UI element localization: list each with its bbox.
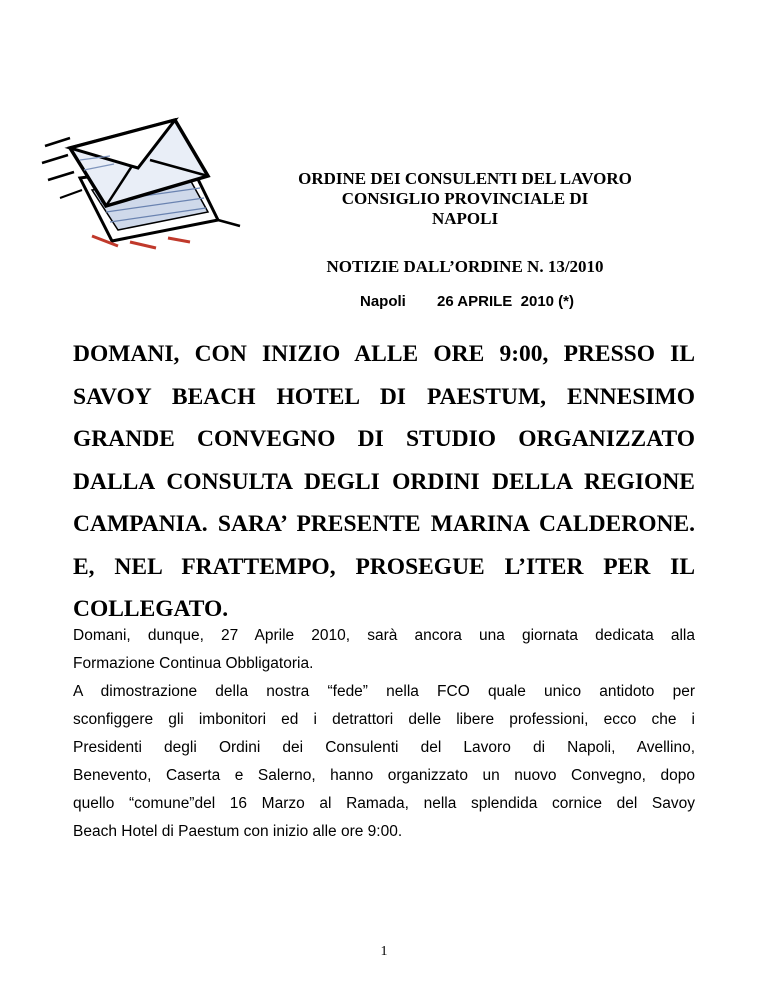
- body-line: quello “comune”del 16 Marzo al Ramada, nella splendida cornice del Savoy: [73, 795, 695, 812]
- body-line: A dimostrazione della nostra “fede” nella FCO quale unico antidoto per: [73, 683, 695, 700]
- body-line: Beach Hotel di Paestum con inizio alle ore 9:00.: [73, 823, 403, 840]
- headline: [73, 333, 695, 631]
- page-number: 1: [380, 944, 388, 959]
- body-text: [73, 622, 695, 846]
- org-name-line3: NAPOLI: [431, 209, 499, 228]
- org-name-line2: CONSIGLIO PROVINCIALE DI: [341, 189, 589, 208]
- headline-line: GRANDE CONVEGNO DI STUDIO ORGANIZZATO: [73, 426, 695, 452]
- body-line: Domani, dunque, 27 Aprile 2010, sarà ancora una giornata dedicata alla: [73, 627, 695, 644]
- body-line: Benevento, Caserta e Salerno, hanno organizzato un nuovo Convegno, dopo: [73, 767, 695, 784]
- headline-line: DOMANI, CON INIZIO ALLE ORE 9:00, PRESSO IL: [73, 341, 695, 367]
- headline-line: E, NEL FRATTEMPO, PROSEGUE L’ITER PER IL: [73, 553, 695, 580]
- envelope-icon: [40, 108, 250, 258]
- org-name-line1: ORDINE DEI CONSULENTI DEL LAVORO: [298, 169, 632, 188]
- headline-line: SAVOY BEACH HOTEL DI PAESTUM, ENNESIMO: [73, 383, 695, 410]
- dateline-city: Napoli: [360, 293, 406, 310]
- body-line: sconfiggere gli imbonitori ed i detrattori delle libere professioni, ecco che i: [73, 711, 695, 728]
- headline-line: CAMPANIA. SARA’ PRESENTE MARINA CALDERONE.: [73, 511, 695, 537]
- body-line: Formazione Continua Obbligatoria.: [73, 655, 314, 672]
- dateline-date: 26 APRILE 2010 (*): [437, 293, 574, 310]
- body-line: Presidenti degli Ordini dei Consulenti del Lavoro di Napoli, Avellino,: [73, 739, 695, 756]
- headline-line: COLLEGATO.: [73, 596, 229, 622]
- headline-line: DALLA CONSULTA DEGLI ORDINI DELLA REGIONE: [73, 468, 695, 495]
- newsletter-number: NOTIZIE DALL’ORDINE N. 13/2010: [326, 257, 604, 276]
